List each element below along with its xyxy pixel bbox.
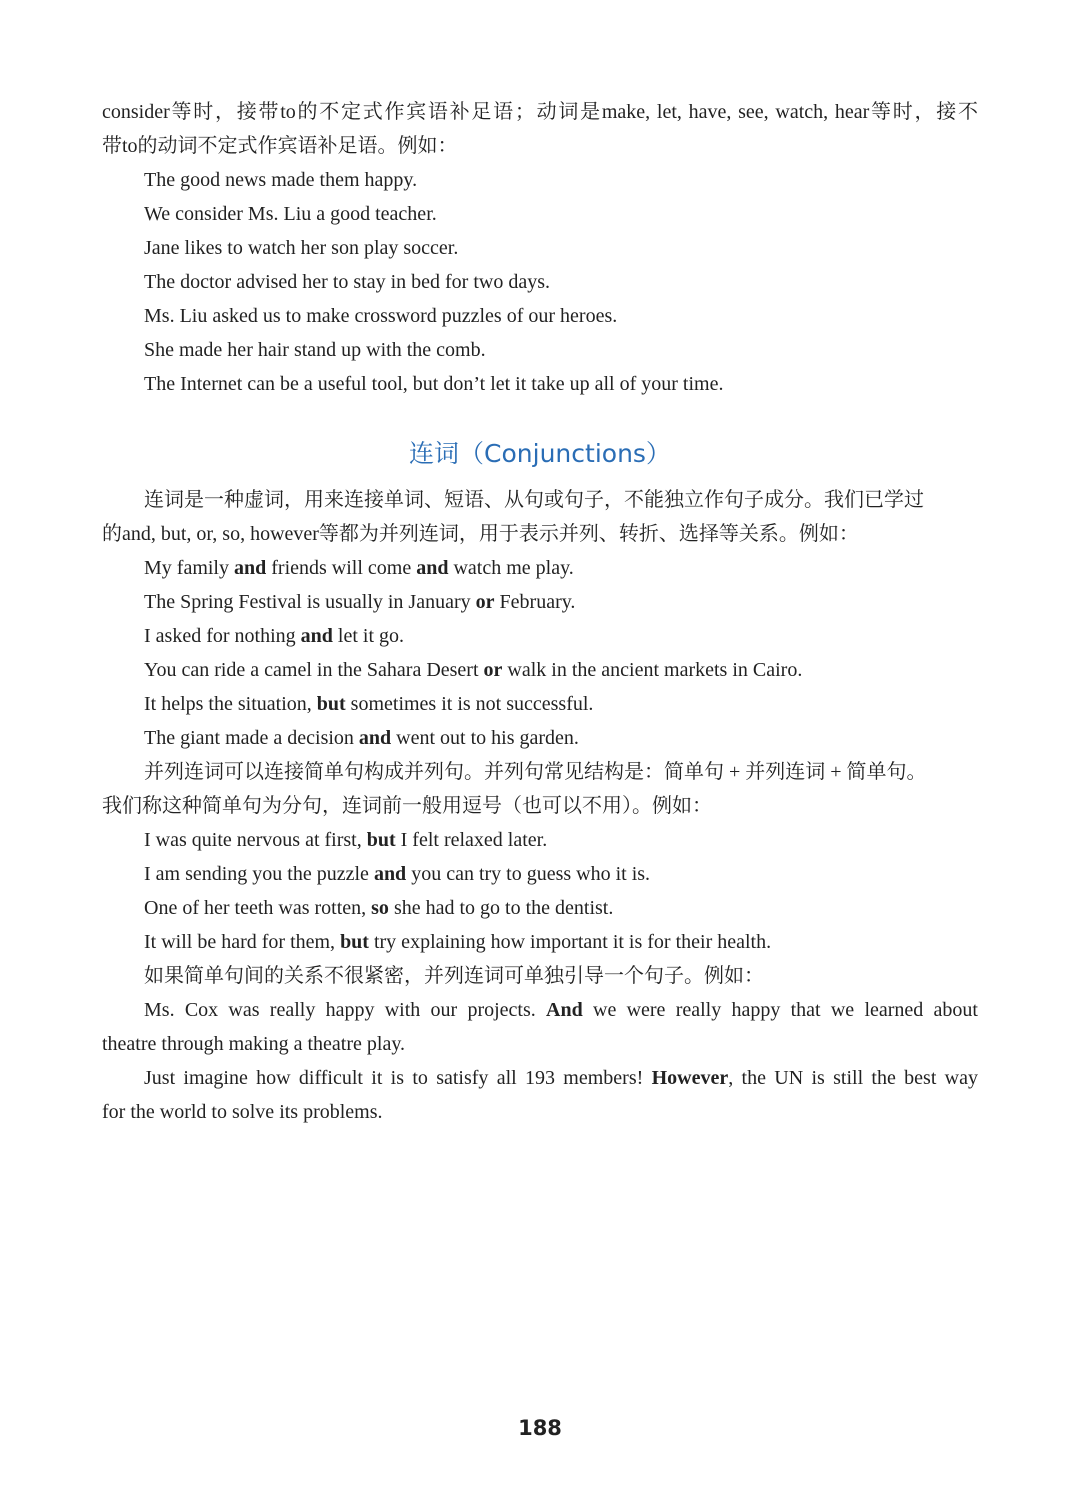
example-sentence: You can ride a camel in the Sahara Desert or walk in the ancient markets in Cairo. (144, 659, 803, 681)
example-sentence: The giant made a decision and went out to his garden. (144, 727, 579, 749)
example-sentence: The doctor advised her to stay in bed for two days. (144, 271, 551, 293)
conjunction-word: and (300, 625, 333, 647)
conjunction-word: and (373, 863, 407, 885)
conjunction-word: but (366, 829, 396, 851)
example-sentence: I was quite nervous at first, but I felt relaxed later. (144, 829, 548, 851)
example-sentence: It helps the situation, but sometimes it is not successful. (144, 693, 594, 715)
example-paragraph-line-1: Ms. Cox was really happy with our projects. And we were really happy that we learned about (144, 999, 978, 1021)
conjunction-word: and (416, 557, 449, 579)
compound-line-2: 我们称这种简单句为分句，连词前一般用逗号（也可以不用）。例如： (102, 795, 712, 817)
conjunction-word: so (371, 897, 389, 919)
conjunction-word: or (483, 659, 503, 681)
example-paragraph-line-2: theatre through making a theatre play. (102, 1033, 406, 1055)
example-sentence: She made her hair stand up with the comb. (144, 339, 486, 361)
example-sentence: I asked for nothing and let it go. (144, 625, 404, 647)
conjunction-word: or (475, 591, 495, 613)
conjunction-word: And (546, 999, 583, 1021)
conjunction-word: and (234, 557, 267, 579)
page-number: 188 (518, 1416, 562, 1440)
example-paragraph-line-1: Just imagine how difficult it is to satisfy all 193 members! However, the UN is still the best way (144, 1067, 979, 1089)
example-sentence: It will be hard for them, but try explaining how important it is for their health. (144, 931, 772, 953)
example-paragraph-line-2: for the world to solve its problems. (102, 1101, 383, 1123)
example-sentence: Jane likes to watch her son play soccer. (144, 237, 459, 259)
intro-line-1: consider等时，接带to的不定式作宾语补足语；动词是make, let, have, see, watch, hear等时，接不 (102, 101, 978, 123)
example-sentence: The Spring Festival is usually in January or February. (144, 591, 576, 613)
example-sentence: My family and friends will come and watch me play. (144, 557, 574, 579)
example-sentence: Ms. Liu asked us to make crossword puzzles of our heroes. (144, 305, 618, 327)
section-heading: 连词（Conjunctions） (409, 439, 671, 468)
independent-note: 如果简单句间的关系不很紧密，并列连词可单独引导一个句子。例如： (144, 965, 764, 987)
conj-intro-line-2: 的and, but, or, so, however等都为并列连词，用于表示并列、转折、选择等关系。例如： (102, 523, 859, 545)
example-sentence: We consider Ms. Liu a good teacher. (144, 203, 437, 225)
conjunction-word: However (651, 1067, 729, 1089)
conjunction-word: and (358, 727, 392, 749)
example-sentence: I am sending you the puzzle and you can try to guess who it is. (144, 863, 651, 885)
conj-intro-line-1: 连词是一种虚词，用来连接单词、短语、从句或句子，不能独立作句子成分。我们已学过 (144, 489, 924, 511)
example-sentence: One of her teeth was rotten, so she had to go to the dentist. (144, 897, 614, 919)
compound-line-1: 并列连词可以连接简单句构成并列句。并列句常见结构是：简单句 + 并列连词 + 简单句。 (144, 761, 927, 783)
conjunction-word: but (316, 693, 346, 715)
conjunction-word: but (340, 931, 369, 953)
example-sentence: The Internet can be a useful tool, but don’t let it take up all of your time. (144, 373, 724, 395)
example-sentence: The good news made them happy. (144, 169, 418, 191)
intro-line-2: 带to的动词不定式作宾语补足语。例如： (102, 135, 458, 157)
